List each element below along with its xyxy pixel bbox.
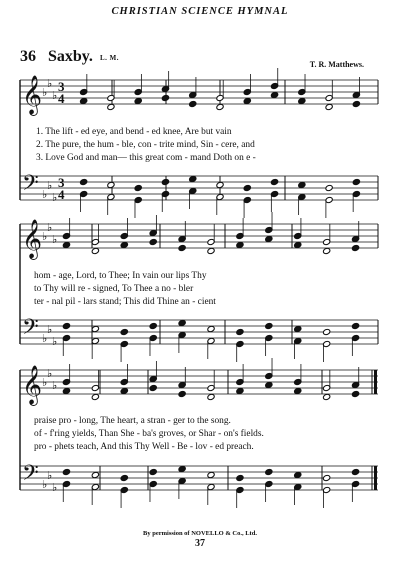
flat-icon: ♭: [52, 335, 58, 348]
alto-note: [207, 393, 215, 400]
tenor-note: [80, 178, 88, 185]
time-signature-top: 3: [58, 175, 65, 190]
tenor-note: [189, 175, 197, 182]
alto-note: [270, 91, 278, 98]
tenor-note: [91, 471, 99, 478]
alto-note: [107, 103, 115, 110]
lyric-verse-3-line-1: 3. Love God and man— this great com - mand Doth on e -: [36, 153, 256, 163]
alto-note: [265, 381, 273, 388]
tenor-note: [178, 465, 186, 472]
time-signature-bottom: 4: [58, 187, 65, 202]
alto-note: [178, 244, 186, 251]
alto-note: [120, 241, 128, 248]
flat-icon: ♭: [42, 332, 48, 345]
alto-note: [80, 97, 88, 104]
alto-note: [294, 241, 302, 248]
tenor-note: [323, 474, 331, 481]
alto-note: [265, 235, 273, 242]
tenor-note: [352, 178, 360, 185]
lyric-verse-2-line-2: to Thy will re - signed, To Thee a no - bler: [34, 284, 194, 294]
alto-note: [325, 103, 333, 110]
tenor-note: [216, 181, 224, 188]
tenor-note: [325, 184, 333, 191]
tenor-note: [149, 322, 157, 329]
alto-note: [91, 393, 99, 400]
tenor-note: [207, 325, 215, 332]
permission-notice: By permission of NOVELLO & Co., Ltd.: [143, 530, 257, 537]
alto-note: [149, 384, 157, 391]
flat-icon: ♭: [42, 478, 48, 491]
lyric-verse-2-line-3: of - f'ring yields, Than She - ba's groves, or Shar - on's fields.: [34, 429, 264, 439]
lyric-verse-1-line-2: hom - age, Lord, to Thee; In vain our lips Thy: [34, 271, 207, 281]
tenor-note: [294, 325, 302, 332]
treble-clef-icon: 𝄞: [22, 365, 43, 405]
flat-icon: ♭: [47, 179, 53, 192]
flat-icon: ♭: [52, 89, 58, 102]
alto-note: [216, 103, 224, 110]
treble-clef-icon: 𝄞: [22, 219, 43, 259]
alto-note: [236, 241, 244, 248]
running-title: CHRISTIAN SCIENCE HYMNAL: [111, 6, 289, 17]
alto-note: [134, 97, 142, 104]
alto-note: [120, 387, 128, 394]
alto-note: [207, 247, 215, 254]
tenor-note: [91, 325, 99, 332]
tenor-note: [120, 328, 128, 335]
alto-note: [351, 390, 359, 397]
lyric-verse-3-line-2: ter - nal pil - lars stand; This did Thine an - cient: [34, 297, 216, 307]
bass-clef-icon: 𝄢: [22, 171, 39, 201]
alto-note: [323, 393, 331, 400]
final-bar: [374, 466, 377, 490]
flat-icon: ♭: [42, 230, 48, 243]
flat-icon: ♭: [52, 379, 58, 392]
tenor-note: [120, 474, 128, 481]
lyric-verse-3-line-3: pro - phets teach, And this Thy Well - Be - lov - ed preach.: [34, 442, 254, 452]
page-number: 37: [195, 538, 205, 549]
lyric-verse-1-line-1: 1. The lift - ed eye, and bend - ed knee, Are but vain: [36, 127, 232, 137]
alto-note: [351, 244, 359, 251]
alto-note: [91, 247, 99, 254]
tenor-note: [62, 322, 70, 329]
composer-credit: T. R. Matthews.: [309, 60, 364, 69]
alto-note: [236, 387, 244, 394]
alto-note: [243, 97, 251, 104]
flat-icon: ♭: [47, 221, 53, 234]
tenor-note: [149, 468, 157, 475]
alto-note: [62, 387, 70, 394]
flat-icon: ♭: [47, 323, 53, 336]
tenor-note: [351, 322, 359, 329]
flat-icon: ♭: [42, 376, 48, 389]
flat-icon: ♭: [42, 86, 48, 99]
tenor-note: [62, 468, 70, 475]
alto-note: [298, 97, 306, 104]
lyric-verse-1-line-3: praise pro - long, The heart, a stran - ger to the song.: [34, 416, 231, 426]
time-signature-top: 3: [58, 79, 65, 94]
alto-note: [352, 100, 360, 107]
tenor-note: [270, 178, 278, 185]
time-signature-bottom: 4: [58, 91, 65, 106]
flat-icon: ♭: [47, 469, 53, 482]
tenor-note: [265, 468, 273, 475]
tenor-note: [107, 181, 115, 188]
tenor-note: [298, 181, 306, 188]
tenor-note: [294, 471, 302, 478]
tenor-note: [134, 184, 142, 191]
tenor-note: [161, 178, 169, 185]
alto-note: [178, 390, 186, 397]
tenor-note: [323, 328, 331, 335]
alto-note: [323, 247, 331, 254]
tune-name: Saxby.: [48, 48, 93, 65]
flat-icon: ♭: [47, 77, 53, 90]
tenor-note: [243, 184, 251, 191]
flat-icon: ♭: [52, 191, 58, 204]
tenor-note: [207, 471, 215, 478]
tenor-note: [351, 468, 359, 475]
tenor-note: [265, 322, 273, 329]
tenor-note: [236, 328, 244, 335]
lyric-verse-2-line-1: 2. The pure, the hum - ble, con - trite mind, Sin - cere, and: [36, 140, 255, 150]
alto-note: [149, 238, 157, 245]
treble-clef-icon: 𝄞: [22, 75, 43, 115]
alto-note: [189, 100, 197, 107]
alto-note: [294, 387, 302, 394]
flat-icon: ♭: [42, 188, 48, 201]
flat-icon: ♭: [47, 367, 53, 380]
meter-label: L. M.: [100, 54, 120, 62]
alto-note: [62, 241, 70, 248]
tenor-note: [236, 474, 244, 481]
bass-clef-icon: 𝄢: [22, 461, 39, 491]
flat-icon: ♭: [52, 233, 58, 246]
tenor-note: [178, 319, 186, 326]
flat-icon: ♭: [52, 481, 58, 494]
final-bar: [374, 370, 377, 394]
hymn-number: 36: [20, 48, 36, 65]
bass-clef-icon: 𝄢: [22, 315, 39, 345]
alto-note: [161, 94, 169, 101]
